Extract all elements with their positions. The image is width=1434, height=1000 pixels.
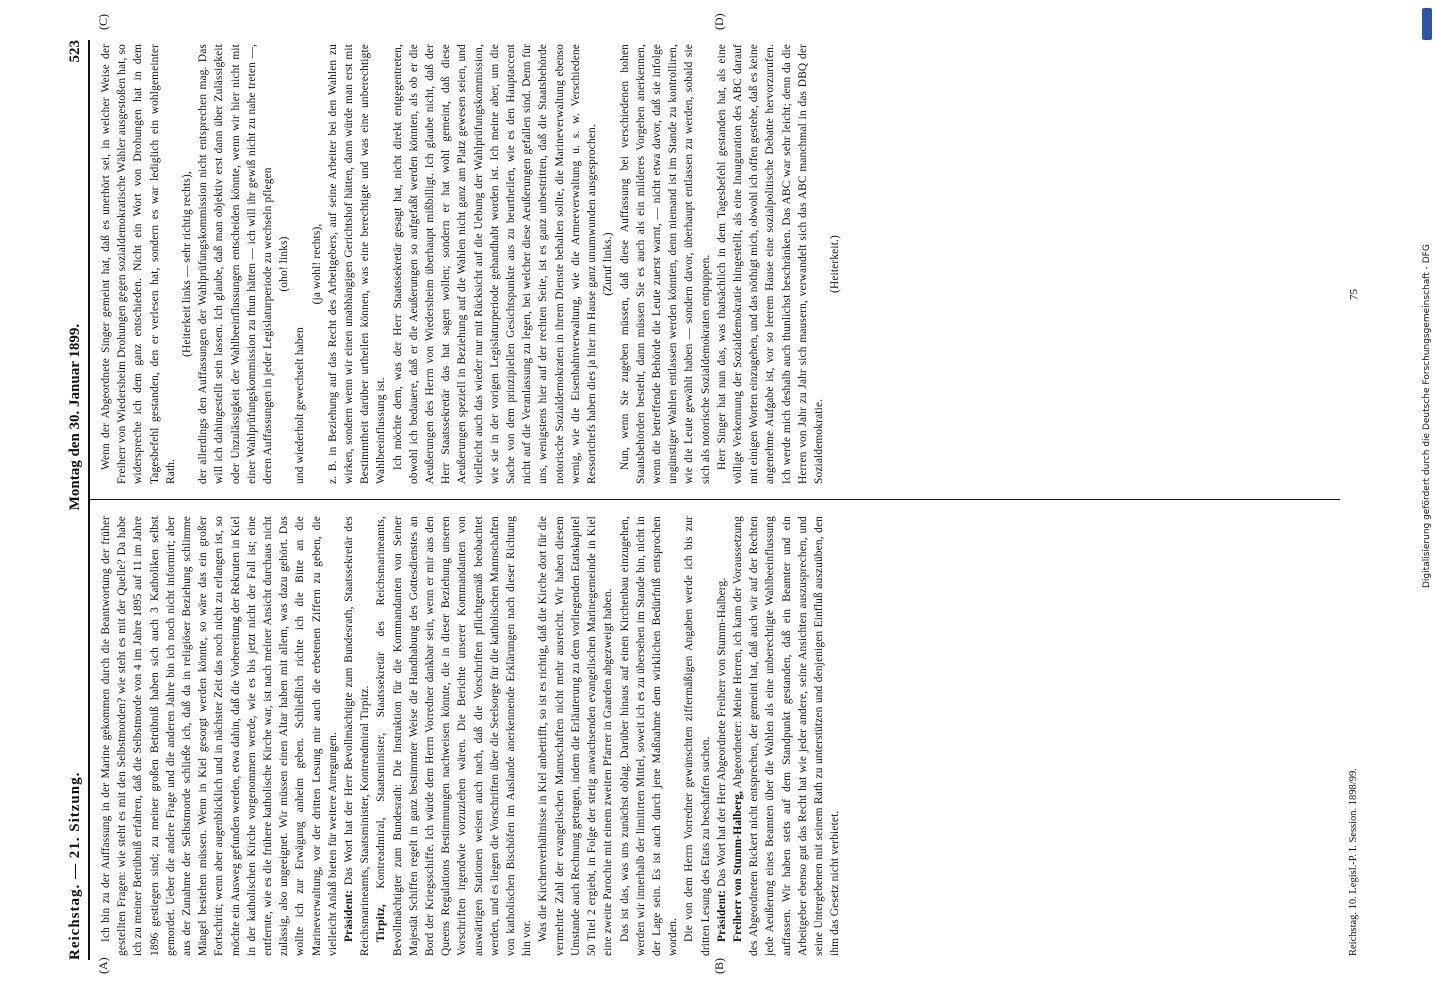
dfg-logo (1422, 8, 1432, 40)
paragraph: Wenn der Abgeordnete Singer gemeint hat, daß es unerhört sei, in welcher Weise der Freiherr von Wiedersheim Drohungen gegen sozialdemokratische Wähler ausgestoßen hat, so widerspreche ich dem ganz entschieden. Nicht ein Wort von Drohungen hat in dem Tagesbefehl gestanden, den er verlesen hat, sondern es war lediglich ein wohlgemeinter Rath. (100, 44, 177, 484)
margin-letter-a: (A) (96, 957, 110, 974)
margin-letter-c: (C) (96, 14, 110, 30)
right-column (98, 44, 1348, 484)
paragraph (341, 516, 373, 956)
paragraph: der allerdings den Auffassungen der Wahlprüfungskommission nicht entsprechen mag. Das will ich dahingestellt sein lassen. Ich glaube, daß man objektiv erst dann über Zulässigkeit oder Unzulässigkeit der Wahlbeeinflussungen entscheiden könnte, wenn wir hier nicht mit einer Wahlprüfungskommission zu thun hätten — ich will ihr gewiß nicht zu nahe treten —, deren Auffassungen in jeder Legislaturperiode zu wechseln pflegen (197, 44, 275, 484)
paragraph-text: Kontreadmiral, Staatsminister, Staatssekretär des Reichsmarineamts, Bevollmächtigter zum Bundesrath: Die Instruktion für die Kommandanten von Seiner Majestät Schiffen regelt in ganz bestimmter Weise die Handhabung des Gottesdienstes an Bord der Kriegsschiffe. Ich würde dem Herrn Vorredner dankbar sein, wenn er mir aus den Queens Regulations Bestimmungen nachweisen könnte, die in dieser Beziehung unseren Vorschriften irgendwie vorzuziehen wären. Die Berichte unserer Kommandanten von auswärtigen Stationen weisen auch nach, daß die Vorschriften pflichtgemäß beobachtet werden, und es liegen die Vorschriften über die Seelsorge für die katholischen Mannschaften von katholischen Bischöfen im Auslande anerkennende Erklärungen nach dieser Richtung hin vor. (375, 516, 534, 956)
header-session: Reichstag. — 21. Sitzung. (66, 771, 83, 960)
paragraph: Ich bin zu der Auffassung in der Marine gekommen durch die Beantwortung der früher gestellten Fragen: wie steht es mit den Selbstmorden? wie steht es mit der Quelle? Da habe ich zu meiner Betrübniß erfahren, daß die Selbstmorde von 4 im Jahre 1895 auf 11 im Jahre 1896 gestiegen sind; zu meiner großen Betrübniß haben sich auch 3 Katholiken selbst gemordet. Ueber die andere Frage und die anderen Jahre bin ich noch nicht informirt; aber aus der Zunahme der Selbstmorde schließe ich, daß da in religiöser Beziehung schlimme Mängel bestehen müssen. Wenn in Kiel gesorgt werden könnte, so wäre das ein großer Fortschritt; wenn aber augenblicklich und in nächster Zeit das noch nicht zu erlangen ist, so möchte ein Ausweg gefunden werden, etwa dahin, daß die Vorbereitung der Rekruten in Kiel in der katholischen Kirche vorgenommen werde, wie es bis jetzt nicht der Fall ist; eine entfernte, wie es die frühere katholische Kirche war, ist nach meiner Ansicht durchaus nicht zulässig, also ungeeignet. Wir müssen einen Altar haben mit allem, was dazu gehört. Das wollte ich zur Erwägung anheim geben. Schließlich richte ich die Bitte an die Marineverwaltung, vor der dritten Lesung mir auch die erbetenen Ziffern zu geben, die vielleicht Anlaß bieten für weitere Anregungen. (100, 516, 339, 956)
interjection: (ja wohl! rechts), (310, 223, 323, 305)
header-date: Montag den 30. Januar 1899. (66, 323, 83, 511)
footer-note: Reichstag. 10. Legisl.-P. I. Session. 1898/99. (1348, 768, 1359, 956)
margin-letter-b: (B) (712, 958, 726, 974)
speaker-label: Tirpitz, (375, 903, 388, 942)
sheet-number: 75 (1348, 289, 1360, 300)
paragraph: und wiederholt gewechselt haben (294, 327, 307, 484)
paragraph-text: Das Wort hat der Herr Bevollmächtigte zum Bundesrath, Staatssekretär des Reichsmarineamts, Staatsminister, Kontreadmiral Tirpitz. (343, 516, 372, 956)
paragraph: Nun, wenn Sie zugeben müssen, daß diese Auffassung bei verschiedenen hohen Staatsbehörden besteht, dann müssen Sie es auch als ein milderes Vorgehen anerkennen, wenn die betreffende Behörde die Leute zuerst warnt, — nicht etwa davor, daß sie infolge ungünstiger Wahlen entlassen werden könnten, denn niemand ist im Stande zu kontrolliren, wie die Leute gewählt haben — sondern davor, überhaupt entlassen zu werden, sobald sie sich als notorische Sozialdemokraten entpuppen. (618, 44, 712, 484)
paragraph: Das ist das, was uns zunächst oblag. Darüber hinaus auf einen Kirchenbau einzugehen, werden wir innerhalb der limitirten Mittel, soweit ich es zu übersehen im Stande bin, nicht in der Lage sein. Es ist auch durch jene Maßnahme dem wirklichen Bedürfniß entsprochen worden. (618, 516, 680, 956)
interjection: (Zuruf links.) (602, 232, 615, 296)
paragraph (730, 516, 843, 956)
paragraph: Ich möchte dem, was der Herr Staatssekretär gesagt hat, nicht direkt entgegentreten, obwohl ich bedauere, daß er die Aeußerungen so aufgefaßt werden könnten, als ob er die Aeußerungen des Herrn von Wiedersheim überhaupt mißbilligt. Ich glaube nicht, daß der Herr Staatssekretär das hat sagen wollen; sondern er hat wohl gemeint, daß diese Aeußerungen speziell in Beziehung auf die Wahlen nicht ganz am Platz gewesen seien, und vielleicht auch das wieder nur mit Rücksicht auf die Uebung der Wahlprüfungskommission, wie sie in der vorigen Legislaturperiode gehandhabt worden ist. Ich meine aber, um die Sache von dem prinzipiellen Gesichtspunkte aus zu beurtheilen, wie es den Hauptaccent nicht auf die Veranlassung zu legen, bei welcher diese Aeußerungen gefallen sind. Denn für uns, wenigstens hier auf der rechten Seite, ist es ganz unbestritten, daß die Staatsbehörde notorische Sozialdemokraten in ihrem Dienste behalten sollte, die Marineverwaltung ebenso wenig, wie die Eisenbahnverwaltung, wie die Armeeverwaltung u. s. w. Verschiedene Ressortchefs haben dies ja hier im Hause ganz unumwunden ausgesprochen. (391, 44, 599, 484)
paragraph: Die von dem Herrn Vorredner gewünschten ziffermäßigen Angaben werde ich bis zur dritten Lesung des Etats zu beschaffen suchen. (683, 516, 712, 956)
paragraph: z. B. in Beziehung auf das Recht des Arbeitgebers, auf seine Arbeiter bei den Wahlen zu wirken, sondern wenn wir einen unabhängigen Gerichtshof hätten, dann würde man erst mit Bestimmtheit darüber urtheilen können, was eine berechtigte und was eine unberechtigte Wahlbeeinflussung ist. (326, 44, 388, 484)
margin-letter-d: (D) (712, 13, 726, 30)
interjection: (Heiterkeit.) (829, 235, 842, 293)
paragraph: Was die Kirchenverhältnisse in Kiel anbetrifft, so ist es richtig, daß die Kirche dort für die vermehrte Zahl der evangelischen Mannschaften nicht mehr ausreicht. Wir haben diesem Umstande auch Rechnung getragen, indem die Erläuterung zu dem vorliegenden Etatskapitel 50 Titel 2 ergiebt, in Folge der stetig anwachsenden evangelischen Marinegemeinde in Kiel eine zweite Parochie mit einem zweiten Pfarrer in Gaarden abgezweigt haben. (537, 516, 615, 956)
paragraph: Herr Singer hat nun das, was thatsächlich in dem Tagesbefehl gestanden hat, als eine völlige Verkennung der Sozialdemokratie hingestellt, als eine Inauguration des ABC darauf mit einigen Worten einzugehen, und das nöthigt mich, obwohl ich offen gestehe, daß es keine angenehme Aufgabe ist, vor so leerem Hause eine sozialpolitische Debatte hervorzurufen. Ich werde mich deshalb auch thunlichst beschränken. Das ABC war sehr leicht; denn da die Herren von Jahr zu Jahr sich mausern, verwandelt sich das ABC manchmal in das DBQ der Sozialdemokratie. (715, 44, 825, 484)
page-number: 523 (66, 40, 83, 63)
interjection: (oho! links) (278, 236, 291, 292)
paragraph-text: Das Wort hat der Herr Abgeordnete Freiherr von Stumm-Halberg. (715, 577, 728, 887)
interjection: (Heiterkeit links — sehr richtig rechts), (181, 171, 194, 357)
credit-text: Digitalisierung gefördert durch die Deutsche Forschungsgemeinschaft - DFG (1422, 244, 1432, 588)
running-header (64, 40, 86, 960)
header-rule (88, 40, 90, 960)
left-column (98, 516, 1348, 956)
speaker-label: Präsident: (343, 889, 356, 942)
speaker-label: Freiherr von Stumm-Halberg, (731, 790, 744, 942)
column-divider (90, 499, 1340, 500)
paragraph (373, 516, 535, 956)
speaker-label: Präsident: (715, 889, 728, 942)
paragraph-text: Abgeordneter: Meine Herren, ich kann der Voraussetzung des Abgeordneten Rickert nicht entsprechen, der gemeint hat, daß auch wir auf der Rechten jede Aeußerung eines Beamten über die Wahlen als eine unberechtigte Wahlbeeinflussung auffassen. Wir haben stets auf dem Standpunkt gestanden, daß ein Beamter und ein Arbeitgeber ebenso gut das Recht hat wie jeder andere, seine Ansichten auszusprechen, und seine Untergebenen mit seinem Rath zu unterstützen und denjenigen Einfluß auszuüben, den ihm das Gesetz nicht verbietet. (731, 516, 842, 956)
digitization-credit (1421, 8, 1433, 588)
paragraph (714, 516, 730, 956)
